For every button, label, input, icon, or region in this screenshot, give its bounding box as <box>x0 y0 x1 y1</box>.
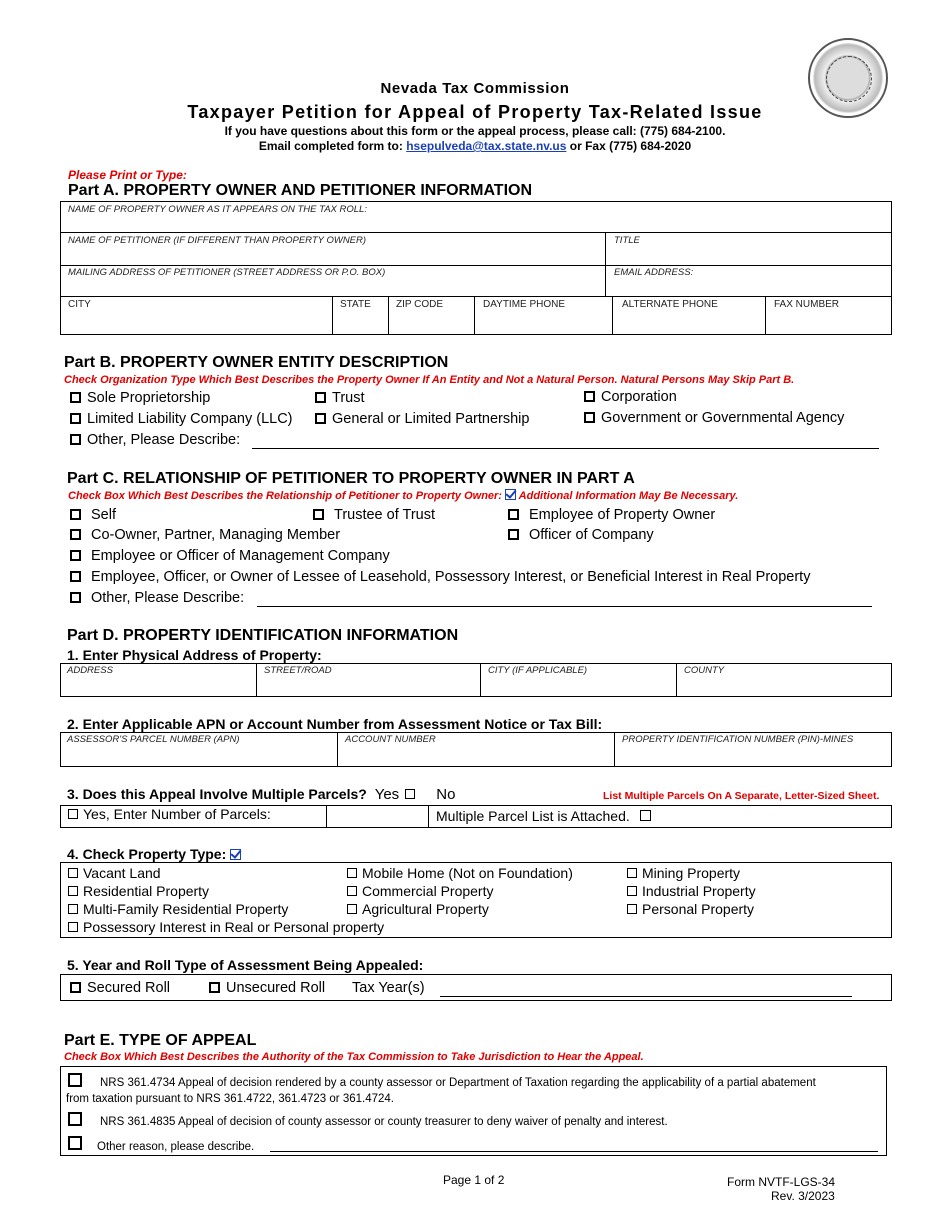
checkbox-icon <box>405 789 415 799</box>
pin-field[interactable]: PROPERTY IDENTIFICATION NUMBER (PIN)-MINES <box>622 734 854 745</box>
property-city-field[interactable]: CITY (IF APPLICABLE) <box>488 665 588 676</box>
checkbox-icon <box>70 413 81 424</box>
print-note: Please Print or Type: <box>68 168 187 182</box>
option-employee-owner[interactable]: Employee of Property Owner <box>508 507 715 523</box>
page-number: Page 1 of 2 <box>443 1173 505 1187</box>
checkbox-icon <box>315 413 326 424</box>
option-sole-proprietorship[interactable]: Sole Proprietorship <box>70 390 210 406</box>
other-entity-line[interactable] <box>252 448 879 449</box>
option-lessee[interactable]: Employee, Officer, or Owner of Lessee of Leasehold, Possessory Interest, or Beneficial Interest in Real Property <box>70 569 810 585</box>
checkbox-icon <box>627 886 637 896</box>
fax-number-field[interactable]: FAX NUMBER <box>774 299 840 310</box>
checkbox-icon <box>347 904 357 914</box>
other-relationship-line[interactable] <box>257 606 872 607</box>
q3-yes[interactable]: Yes <box>375 786 421 803</box>
checkbox-icon <box>68 1112 82 1126</box>
part-e-title: Part E. TYPE OF APPEAL <box>64 1032 257 1049</box>
mailing-address-field[interactable]: MAILING ADDRESS OF PETITIONER (STREET ADDRESS OR P.O. BOX) <box>68 267 386 278</box>
owner-name-field[interactable]: NAME OF PROPERTY OWNER AS IT APPEARS ON THE TAX ROLL: <box>68 204 367 215</box>
option-officer[interactable]: Officer of Company <box>508 527 654 543</box>
type-industrial[interactable]: Industrial Property <box>627 883 756 899</box>
q5-label: 5. Year and Roll Type of Assessment Being Appealed: <box>67 957 424 973</box>
address-table <box>60 663 892 697</box>
petitioner-name-field[interactable]: NAME OF PETITIONER (IF DIFFERENT THAN PROPERTY OWNER) <box>68 235 367 246</box>
email-link[interactable]: hsepulveda@tax.state.nv.us <box>406 139 567 153</box>
appeal-checkbox-3[interactable] <box>68 1135 90 1153</box>
title-field[interactable]: TITLE <box>614 235 640 246</box>
checkbox-icon <box>313 509 324 520</box>
email-suffix: or Fax (775) 684-2020 <box>566 139 692 153</box>
street-field[interactable]: STREET/ROAD <box>264 665 332 676</box>
type-agricultural[interactable]: Agricultural Property <box>347 901 489 917</box>
checkbox-icon <box>68 1073 82 1087</box>
appeal-checkbox-1[interactable] <box>68 1072 90 1090</box>
option-partnership[interactable]: General or Limited Partnership <box>315 411 529 427</box>
option-government[interactable]: Government or Governmental Agency <box>584 410 844 426</box>
q2-label: 2. Enter Applicable APN or Account Number from Assessment Notice or Tax Bill: <box>67 716 603 732</box>
q3-label: 3. Does this Appeal Involve Multiple Parcels? <box>67 786 367 802</box>
email-line <box>0 139 950 153</box>
checkbox-icon <box>68 886 78 896</box>
unsecured-roll-option[interactable]: Unsecured Roll <box>209 980 325 996</box>
q3-no[interactable]: No <box>436 786 456 803</box>
part-a-title: Part A. PROPERTY OWNER AND PETITIONER INFORMATION <box>68 182 533 199</box>
checkbox-icon <box>68 809 78 819</box>
option-co-owner[interactable]: Co-Owner, Partner, Managing Member <box>70 527 340 543</box>
appeal-option-2: NRS 361.4835 Appeal of decision of county assessor or county treasurer to deny waiver of penalty and interest. <box>100 1116 668 1128</box>
account-number-field[interactable]: ACCOUNT NUMBER <box>345 734 436 745</box>
checkbox-icon <box>627 904 637 914</box>
commission-name: Nevada Tax Commission <box>380 80 570 97</box>
part-b-title: Part B. PROPERTY OWNER ENTITY DESCRIPTION <box>64 354 449 371</box>
county-field[interactable]: COUNTY <box>684 665 725 676</box>
other-reason-line[interactable] <box>270 1151 878 1152</box>
checkbox-icon <box>209 982 220 993</box>
checkbox-icon <box>70 392 81 403</box>
parcel-list-attached-option[interactable]: Multiple Parcel List is Attached. <box>436 808 656 824</box>
q4-label: 4. Check Property Type: <box>67 846 241 862</box>
option-other-relationship[interactable]: Other, Please Describe: <box>70 590 244 606</box>
tax-year-label: Tax Year(s) <box>352 980 425 996</box>
appeal-checkbox-2[interactable] <box>68 1111 90 1129</box>
checkbox-icon <box>68 922 78 932</box>
checkbox-icon <box>70 550 81 561</box>
type-possessory-interest[interactable]: Possessory Interest in Real or Personal property <box>68 919 384 935</box>
checkbox-icon <box>584 412 595 423</box>
appeal-option-3: Other reason, please describe. <box>97 1141 255 1153</box>
checked-box-icon <box>505 489 516 500</box>
address-field[interactable]: ADDRESS <box>67 665 113 676</box>
email-prefix: Email completed form to: <box>258 139 403 153</box>
email-address-field[interactable]: EMAIL ADDRESS: <box>614 267 694 278</box>
tax-year-line[interactable] <box>440 996 852 997</box>
option-corporation[interactable]: Corporation <box>584 389 677 405</box>
appeal-option-1a: NRS 361.4734 Appeal of decision rendered by a county assessor or Department of Taxation regarding the applicability of a partial abatement <box>100 1077 816 1089</box>
parcels-yes-option[interactable]: Yes, Enter Number of Parcels: <box>68 806 271 822</box>
checkbox-icon <box>70 592 81 603</box>
checkbox-icon <box>70 982 81 993</box>
zip-field[interactable]: ZIP CODE <box>396 299 444 310</box>
city-field[interactable]: CITY <box>68 299 91 310</box>
part-e-instruction: Check Box Which Best Describes the Authority of the Tax Commission to Take Jurisdiction to Hear the Appeal. <box>64 1051 644 1063</box>
type-mining[interactable]: Mining Property <box>627 865 740 881</box>
checkbox-icon <box>70 434 81 445</box>
type-commercial[interactable]: Commercial Property <box>347 883 493 899</box>
option-other-entity[interactable]: Other, Please Describe: <box>70 432 240 448</box>
option-trustee[interactable]: Trustee of Trust <box>313 507 435 523</box>
part-c-title: Part C. RELATIONSHIP OF PETITIONER TO PROPERTY OWNER IN PART A <box>67 470 635 487</box>
checkbox-icon <box>68 1136 82 1150</box>
checked-box-icon <box>230 849 241 860</box>
part-d-title: Part D. PROPERTY IDENTIFICATION INFORMATION <box>67 627 459 644</box>
type-multi-family[interactable]: Multi-Family Residential Property <box>68 901 288 917</box>
option-management-company[interactable]: Employee or Officer of Management Company <box>70 548 390 564</box>
option-llc[interactable]: Limited Liability Company (LLC) <box>70 411 293 427</box>
type-personal[interactable]: Personal Property <box>627 901 754 917</box>
checkbox-icon <box>68 868 78 878</box>
form-number: Form NVTF-LGS-34 <box>727 1175 836 1189</box>
q3-note: List Multiple Parcels On A Separate, Letter-Sized Sheet. <box>603 790 880 802</box>
checkbox-icon <box>640 810 651 821</box>
questions-line: If you have questions about this form or the appeal process, please call: (775) 684-2100. <box>224 124 726 138</box>
checkbox-icon <box>347 868 357 878</box>
option-trust[interactable]: Trust <box>315 390 365 406</box>
checkbox-icon <box>70 529 81 540</box>
option-self[interactable]: Self <box>70 507 116 523</box>
type-mobile-home[interactable]: Mobile Home (Not on Foundation) <box>347 865 573 881</box>
checkbox-icon <box>508 529 519 540</box>
revision: Rev. 3/2023 <box>771 1189 835 1203</box>
checkbox-icon <box>68 904 78 914</box>
checkbox-icon <box>70 571 81 582</box>
part-b-instruction: Check Organization Type Which Best Describes the Property Owner If An Entity and Not a Natural Person. Natural Persons May Skip Part B. <box>64 374 795 386</box>
alternate-phone-field[interactable]: ALTERNATE PHONE <box>622 299 718 310</box>
checkbox-icon <box>627 868 637 878</box>
checkbox-icon <box>347 886 357 896</box>
secured-roll-option[interactable]: Secured Roll <box>70 980 170 996</box>
apn-field[interactable]: ASSESSOR'S PARCEL NUMBER (APN) <box>67 734 240 745</box>
checkbox-icon <box>70 509 81 520</box>
appeal-option-1b: from taxation pursuant to NRS 361.4722, 361.4723 or 361.4724. <box>66 1093 394 1105</box>
part-c-instruction: Check Box Which Best Describes the Relationship of Petitioner to Property Owner: Additional Information May Be Necessary. <box>68 490 739 502</box>
checkbox-icon <box>584 391 595 402</box>
checkbox-icon <box>508 509 519 520</box>
type-vacant-land[interactable]: Vacant Land <box>68 865 161 881</box>
checkbox-icon <box>315 392 326 403</box>
daytime-phone-field[interactable]: DAYTIME PHONE <box>483 299 566 310</box>
state-field[interactable]: STATE <box>340 299 371 310</box>
form-title: Taxpayer Petition for Appeal of Property Tax-Related Issue <box>187 102 763 122</box>
type-residential[interactable]: Residential Property <box>68 883 209 899</box>
q3-row <box>67 786 455 803</box>
q1-label: 1. Enter Physical Address of Property: <box>67 647 322 663</box>
